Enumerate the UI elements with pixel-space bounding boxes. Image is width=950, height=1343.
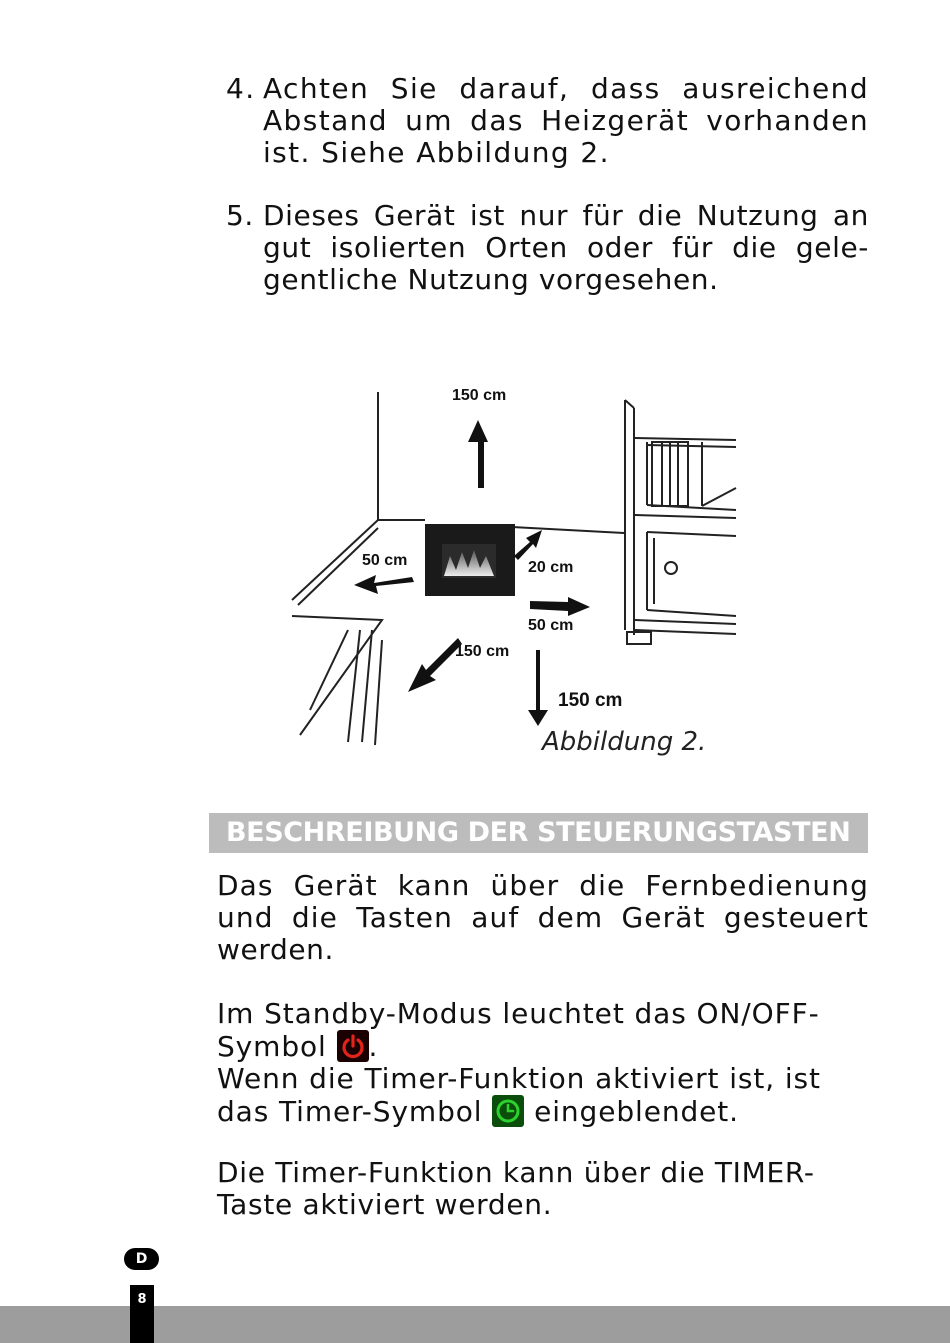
power-icon bbox=[337, 1030, 369, 1062]
paragraph-text: eingeblendet. bbox=[534, 1095, 739, 1128]
language-badge: D bbox=[124, 1248, 159, 1270]
instruction-item-5 bbox=[226, 200, 869, 296]
label-right: 50 cm bbox=[528, 617, 574, 634]
instruction-number: 4. bbox=[226, 72, 256, 105]
instruction-item-4 bbox=[226, 73, 869, 169]
paragraph-text: Das Gerät kann über die Fernbedienung und die Tasten auf dem Gerät gesteuert bbox=[217, 869, 869, 934]
label-front-left: 150 cm bbox=[455, 643, 510, 660]
paragraph-control-intro bbox=[217, 870, 869, 966]
instruction-text: Dieses Gerät ist nur für die Nutzung an gut isolierten Orten oder für die gele-gentliche Nutzung vorgesehen. bbox=[263, 199, 869, 296]
paragraph-text: das Timer-Symbol bbox=[217, 1095, 483, 1128]
paragraph-text: Wenn die Timer-Funktion aktiviert ist, ist bbox=[217, 1062, 821, 1095]
label-front: 150 cm bbox=[558, 690, 623, 711]
label-right-up: 20 cm bbox=[528, 559, 574, 576]
paragraph-timer: Die Timer-Funktion kann über die TIMER-Taste aktiviert werden. bbox=[217, 1156, 815, 1221]
heater-panel bbox=[425, 524, 515, 596]
label-left: 50 cm bbox=[362, 552, 408, 569]
section-heading: BESCHREIBUNG DER STEUERUNGSTASTEN bbox=[209, 813, 868, 853]
arrow-right bbox=[530, 597, 590, 616]
paragraph-text: . bbox=[368, 1030, 379, 1063]
instruction-text: Achten Sie darauf, dass ausreichend Abstand um das Heizgerät vorhanden ist. Siehe Abbildung 2. bbox=[263, 72, 869, 169]
paragraph-text: Symbol bbox=[217, 1030, 327, 1063]
instruction-number: 5. bbox=[226, 199, 254, 232]
arrow-front-left bbox=[408, 638, 462, 692]
paragraph-standby bbox=[217, 998, 869, 1128]
paragraph-text-last: werden. bbox=[217, 933, 334, 966]
arrow-up-right bbox=[514, 530, 542, 560]
page-number: 8 bbox=[130, 1285, 154, 1343]
paragraph-text: Im Standby-Modus leuchtet das ON/OFF- bbox=[217, 997, 820, 1030]
clock-icon bbox=[492, 1095, 524, 1127]
arrow-left bbox=[354, 575, 414, 594]
label-top: 150 cm bbox=[452, 387, 507, 404]
arrow-down bbox=[528, 650, 548, 726]
figure-caption: Abbildung 2. bbox=[542, 727, 707, 757]
clearance-diagram bbox=[290, 380, 740, 750]
